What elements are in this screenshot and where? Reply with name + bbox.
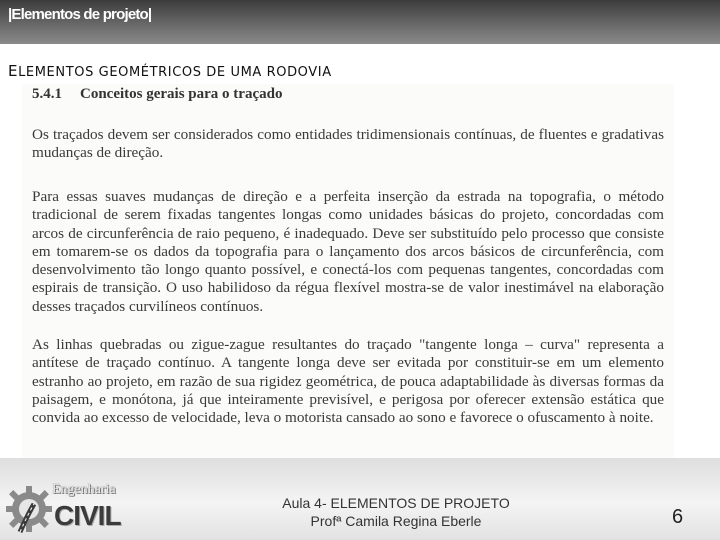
logo-top-text: Engenharia xyxy=(52,482,116,497)
section-heading xyxy=(32,86,282,103)
header-title: |Elementos de projeto| xyxy=(8,6,152,23)
paragraph-3: As linhas quebradas ou zigue-zague resultantes do traçado "tangente longa – curva" representa a antítese de traçado contínuo. A tangente longa deve ser evitada por constituir-se em um elemento estranho ao projeto, em razão de sua rigidez geométrica, de pouca adaptabilidade às diversas formas da paisagem, e monótona, já que inteiramente previsível, e perigosa por oferecer extensão estática que convida ao excesso de velocidade, leva o motorista cansado ao sono e favorece o ofuscamento à noite. xyxy=(32,336,664,427)
header-bar xyxy=(0,0,720,44)
slide-heading-text: LEMENTOS GEOMÉTRICOS DE UMA RODOVIA xyxy=(18,65,332,80)
paragraph-2: Para essas suaves mudanças de direção e a perfeita inserção da estrada na topografia, o método tradicional de serem fixadas tangentes longas como unidades básicas do projeto, concordadas com arcos de circunferência de raio pequeno, é inadequado. Deve ser substituído pelo processo que consiste em tomarem-se os dados da topografia para o lançamento dos arcos básicos de circunferência, com desenvolvimento tão longo quanto possível, e conectá-los com pequenas tangentes, concordadas com espirais de transição. O uso habilidoso da régua flexível mostra-se de valor inestimável na elaboração desses traçados curvilíneos contínuos. xyxy=(32,188,664,315)
logo-main-text: CIVIL xyxy=(54,500,121,531)
gear-road-logo-icon xyxy=(4,484,54,534)
paragraph-1: Os traçados devem ser considerados como entidades tridimensionais contínuas, de fluentes e gradativas mudanças de direção. xyxy=(32,126,664,162)
slide-heading-initial: E xyxy=(8,62,19,80)
engenharia-civil-logo xyxy=(4,480,130,538)
footer-professor: Profª Camila Regina Eberle xyxy=(310,513,482,529)
scanned-page xyxy=(22,84,674,458)
footer-lesson: Aula 4- ELEMENTOS DE PROJETO xyxy=(282,495,510,511)
footer-caption xyxy=(256,494,536,530)
section-number: 5.4.1 xyxy=(32,86,62,102)
section-title: Conceitos gerais para o traçado xyxy=(80,86,283,102)
footer-bar xyxy=(0,458,720,540)
slide-heading xyxy=(8,62,332,80)
page-number: 6 xyxy=(672,506,684,528)
